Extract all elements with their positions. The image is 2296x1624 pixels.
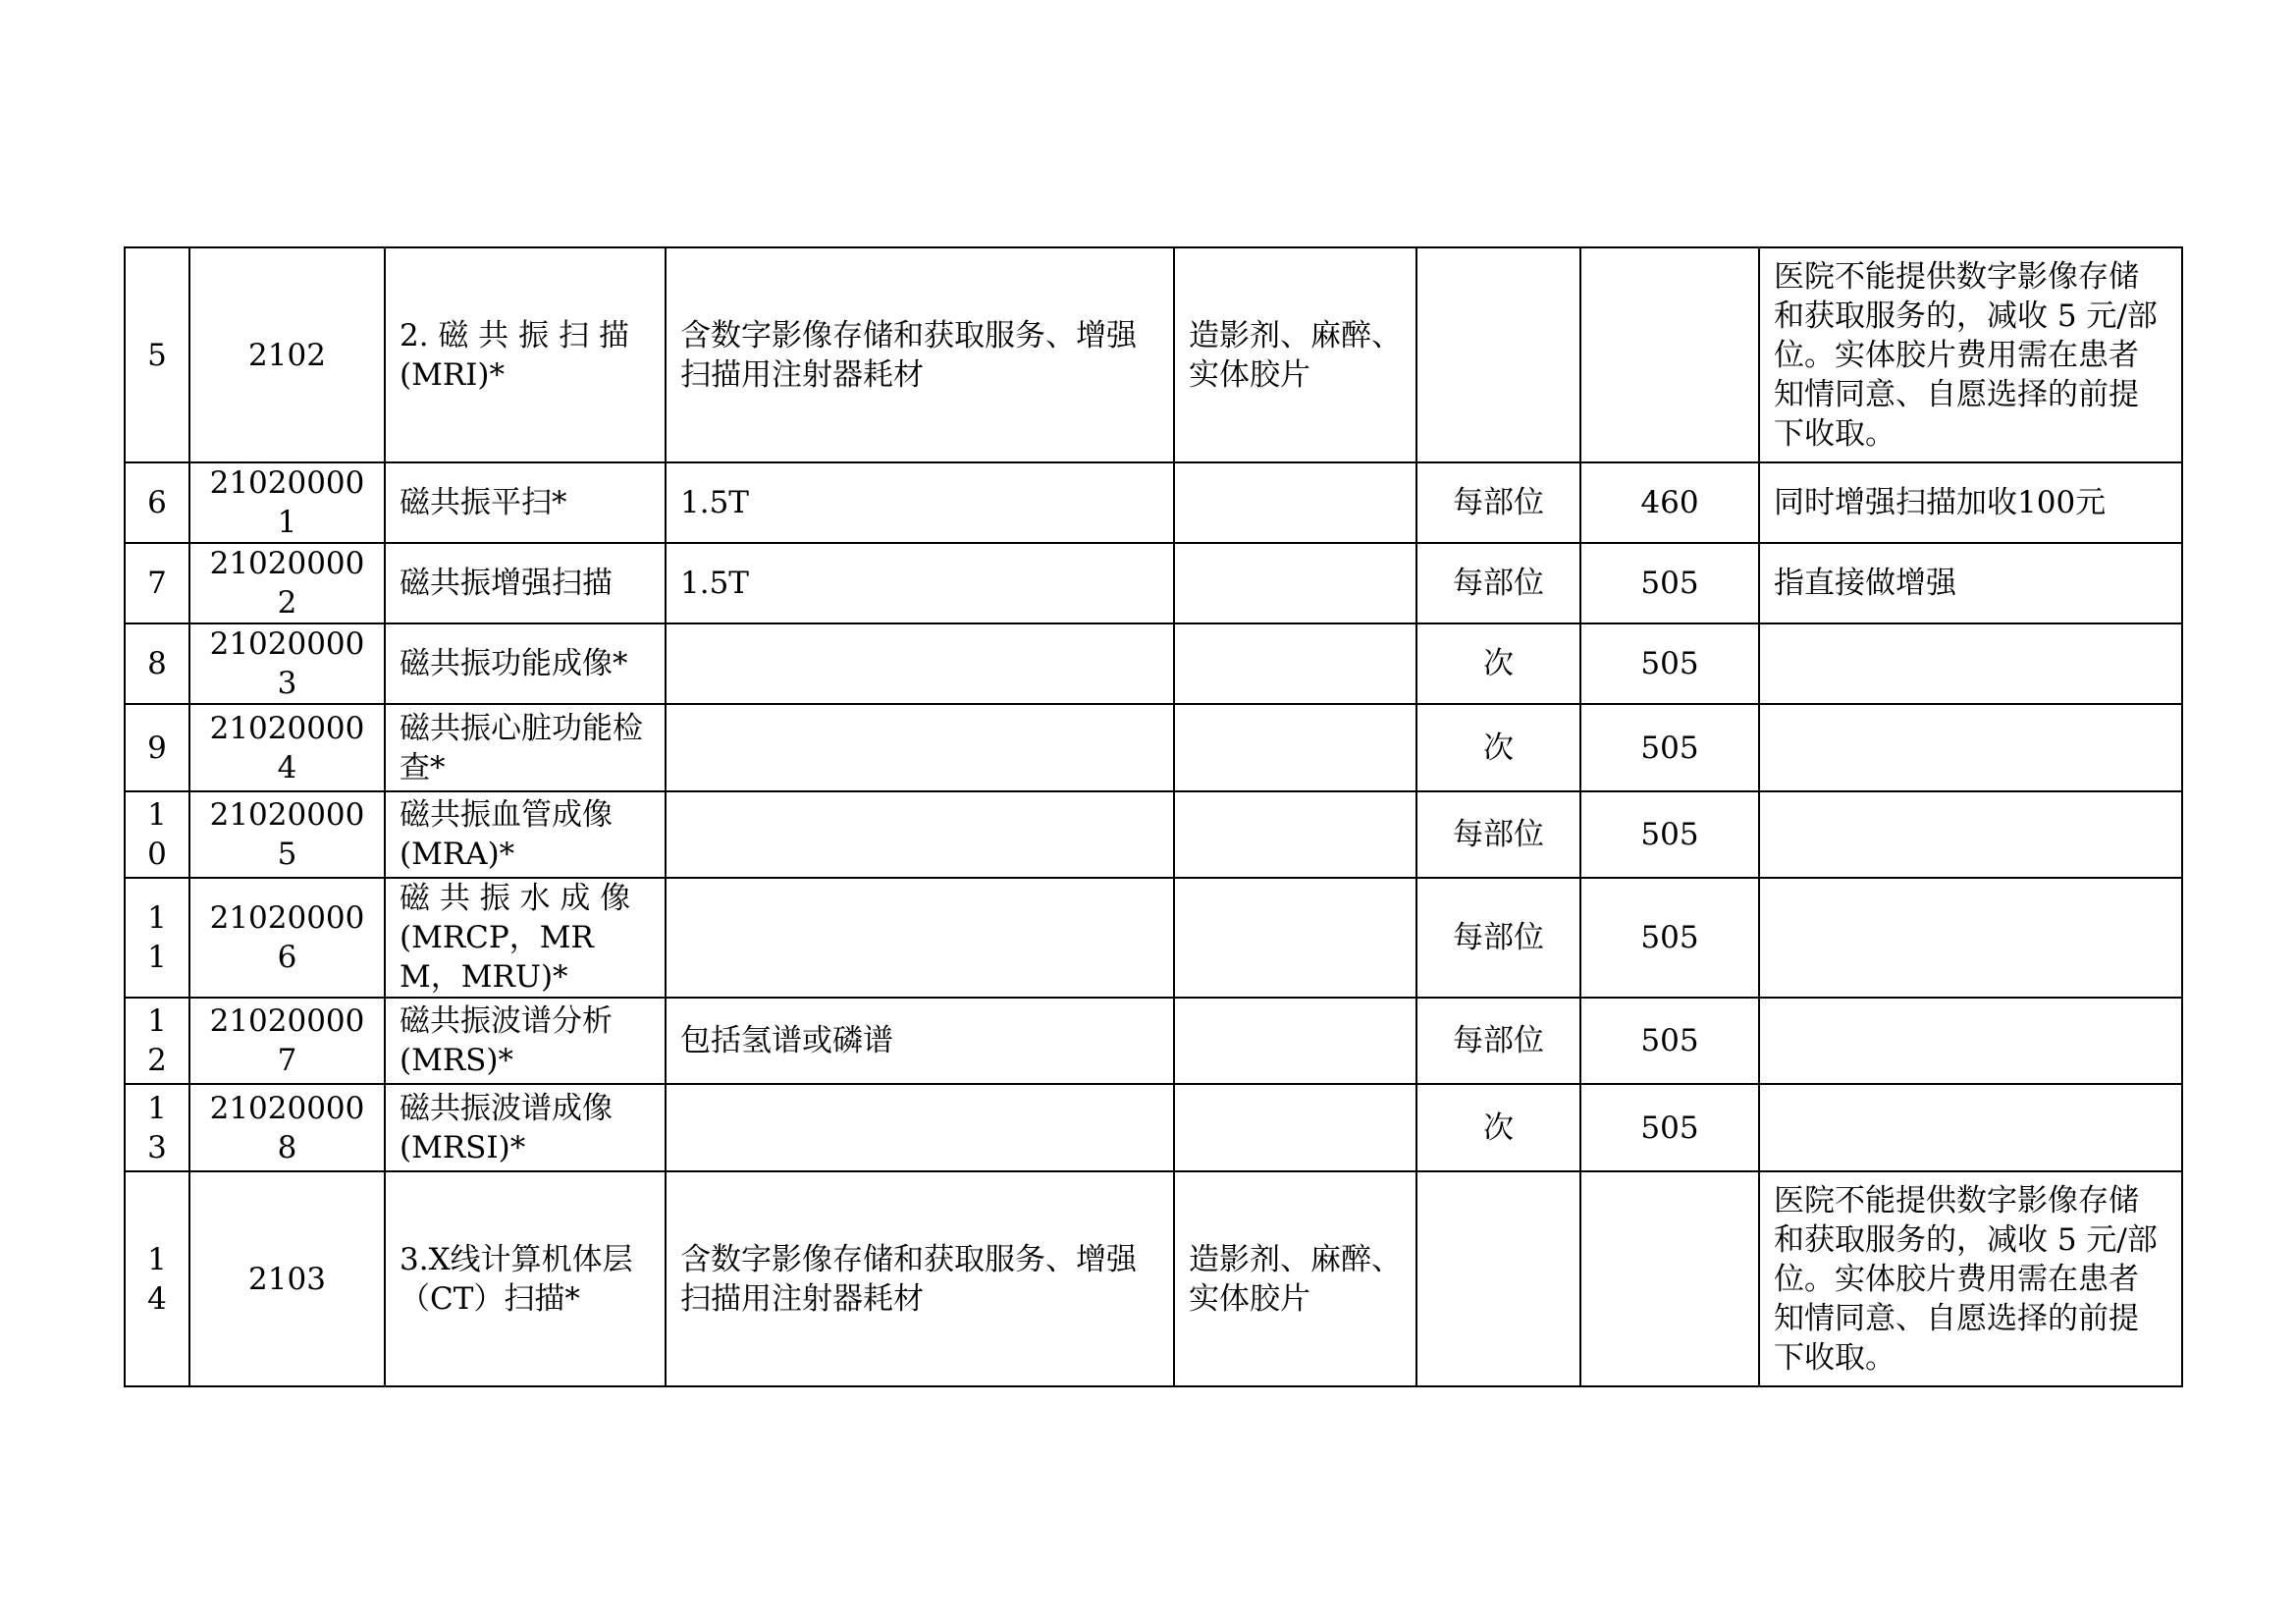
row-excluded bbox=[1174, 623, 1416, 704]
row-unit: 每部位 bbox=[1416, 462, 1580, 543]
row-name: 磁共振心脏功能检查* bbox=[385, 704, 666, 791]
row-name: 3.X线计算机体层（CT）扫描* bbox=[385, 1171, 666, 1386]
row-code: 2102 bbox=[189, 247, 385, 462]
row-excluded bbox=[1174, 1084, 1416, 1171]
row-name: 磁共振平扫* bbox=[385, 462, 666, 543]
row-content: 含数字影像存储和获取服务、增强扫描用注射器耗材 bbox=[666, 247, 1174, 462]
row-seq: 8 bbox=[125, 623, 189, 704]
row-code: 210200005 bbox=[189, 791, 385, 878]
row-excluded bbox=[1174, 998, 1416, 1084]
row-seq: 14 bbox=[125, 1171, 189, 1386]
row-price: 460 bbox=[1580, 462, 1759, 543]
table-row bbox=[125, 704, 2182, 791]
row-excluded bbox=[1174, 543, 1416, 623]
row-seq: 7 bbox=[125, 543, 189, 623]
row-note: 医院不能提供数字影像存储和获取服务的，减收 5 元/部位。实体胶片费用需在患者知情同意、自愿选择的前提下收取。 bbox=[1759, 247, 2182, 462]
row-seq: 13 bbox=[125, 1084, 189, 1171]
row-code: 210200006 bbox=[189, 878, 385, 998]
row-content bbox=[666, 791, 1174, 878]
row-note bbox=[1759, 998, 2182, 1084]
row-code: 210200002 bbox=[189, 543, 385, 623]
table-row bbox=[125, 462, 2182, 543]
row-code: 210200003 bbox=[189, 623, 385, 704]
row-code: 2103 bbox=[189, 1171, 385, 1386]
row-price: 505 bbox=[1580, 623, 1759, 704]
row-excluded bbox=[1174, 878, 1416, 998]
row-seq: 10 bbox=[125, 791, 189, 878]
row-note: 指直接做增强 bbox=[1759, 543, 2182, 623]
row-excluded bbox=[1174, 791, 1416, 878]
row-name: 磁共振增强扫描 bbox=[385, 543, 666, 623]
row-unit: 次 bbox=[1416, 623, 1580, 704]
table-row bbox=[125, 543, 2182, 623]
row-unit bbox=[1416, 247, 1580, 462]
row-unit: 每部位 bbox=[1416, 878, 1580, 998]
table-row bbox=[125, 878, 2182, 998]
row-content: 1.5T bbox=[666, 543, 1174, 623]
row-content: 1.5T bbox=[666, 462, 1174, 543]
row-content bbox=[666, 704, 1174, 791]
table-row bbox=[125, 623, 2182, 704]
table-row bbox=[125, 247, 2182, 462]
row-code: 210200001 bbox=[189, 462, 385, 543]
table-row bbox=[125, 1084, 2182, 1171]
row-seq: 11 bbox=[125, 878, 189, 998]
row-note: 同时增强扫描加收100元 bbox=[1759, 462, 2182, 543]
row-unit: 次 bbox=[1416, 704, 1580, 791]
row-seq: 9 bbox=[125, 704, 189, 791]
row-name: 2. 磁 共 振 扫 描 (MRI)* bbox=[385, 247, 666, 462]
row-name: 磁 共 振 水 成 像 (MRCP，MRM，MRU)* bbox=[385, 878, 666, 998]
row-code: 210200004 bbox=[189, 704, 385, 791]
table-row bbox=[125, 998, 2182, 1084]
row-excluded bbox=[1174, 704, 1416, 791]
row-content: 含数字影像存储和获取服务、增强扫描用注射器耗材 bbox=[666, 1171, 1174, 1386]
row-seq: 5 bbox=[125, 247, 189, 462]
table-row bbox=[125, 791, 2182, 878]
row-seq: 6 bbox=[125, 462, 189, 543]
row-note bbox=[1759, 878, 2182, 998]
row-excluded: 造影剂、麻醉、实体胶片 bbox=[1174, 247, 1416, 462]
row-note bbox=[1759, 704, 2182, 791]
row-unit: 每部位 bbox=[1416, 543, 1580, 623]
row-excluded bbox=[1174, 462, 1416, 543]
row-unit: 每部位 bbox=[1416, 791, 1580, 878]
row-content bbox=[666, 878, 1174, 998]
row-name: 磁共振功能成像* bbox=[385, 623, 666, 704]
row-note bbox=[1759, 1084, 2182, 1171]
row-name: 磁共振波谱成像(MRSI)* bbox=[385, 1084, 666, 1171]
row-note bbox=[1759, 623, 2182, 704]
row-content bbox=[666, 623, 1174, 704]
row-price: 505 bbox=[1580, 998, 1759, 1084]
row-content bbox=[666, 1084, 1174, 1171]
row-unit: 每部位 bbox=[1416, 998, 1580, 1084]
row-price: 505 bbox=[1580, 704, 1759, 791]
row-code: 210200008 bbox=[189, 1084, 385, 1171]
row-name: 磁共振血管成像(MRA)* bbox=[385, 791, 666, 878]
row-content: 包括氢谱或磷谱 bbox=[666, 998, 1174, 1084]
row-price bbox=[1580, 1171, 1759, 1386]
row-price: 505 bbox=[1580, 1084, 1759, 1171]
row-price: 505 bbox=[1580, 878, 1759, 998]
row-price bbox=[1580, 247, 1759, 462]
table-row bbox=[125, 1171, 2182, 1386]
row-seq: 12 bbox=[125, 998, 189, 1084]
row-note: 医院不能提供数字影像存储和获取服务的，减收 5 元/部位。实体胶片费用需在患者知情同意、自愿选择的前提下收取。 bbox=[1759, 1171, 2182, 1386]
row-name: 磁共振波谱分析(MRS)* bbox=[385, 998, 666, 1084]
row-price: 505 bbox=[1580, 791, 1759, 878]
price-table bbox=[124, 246, 2183, 1387]
row-price: 505 bbox=[1580, 543, 1759, 623]
row-note bbox=[1759, 791, 2182, 878]
row-unit: 次 bbox=[1416, 1084, 1580, 1171]
row-unit bbox=[1416, 1171, 1580, 1386]
row-excluded: 造影剂、麻醉、实体胶片 bbox=[1174, 1171, 1416, 1386]
row-code: 210200007 bbox=[189, 998, 385, 1084]
